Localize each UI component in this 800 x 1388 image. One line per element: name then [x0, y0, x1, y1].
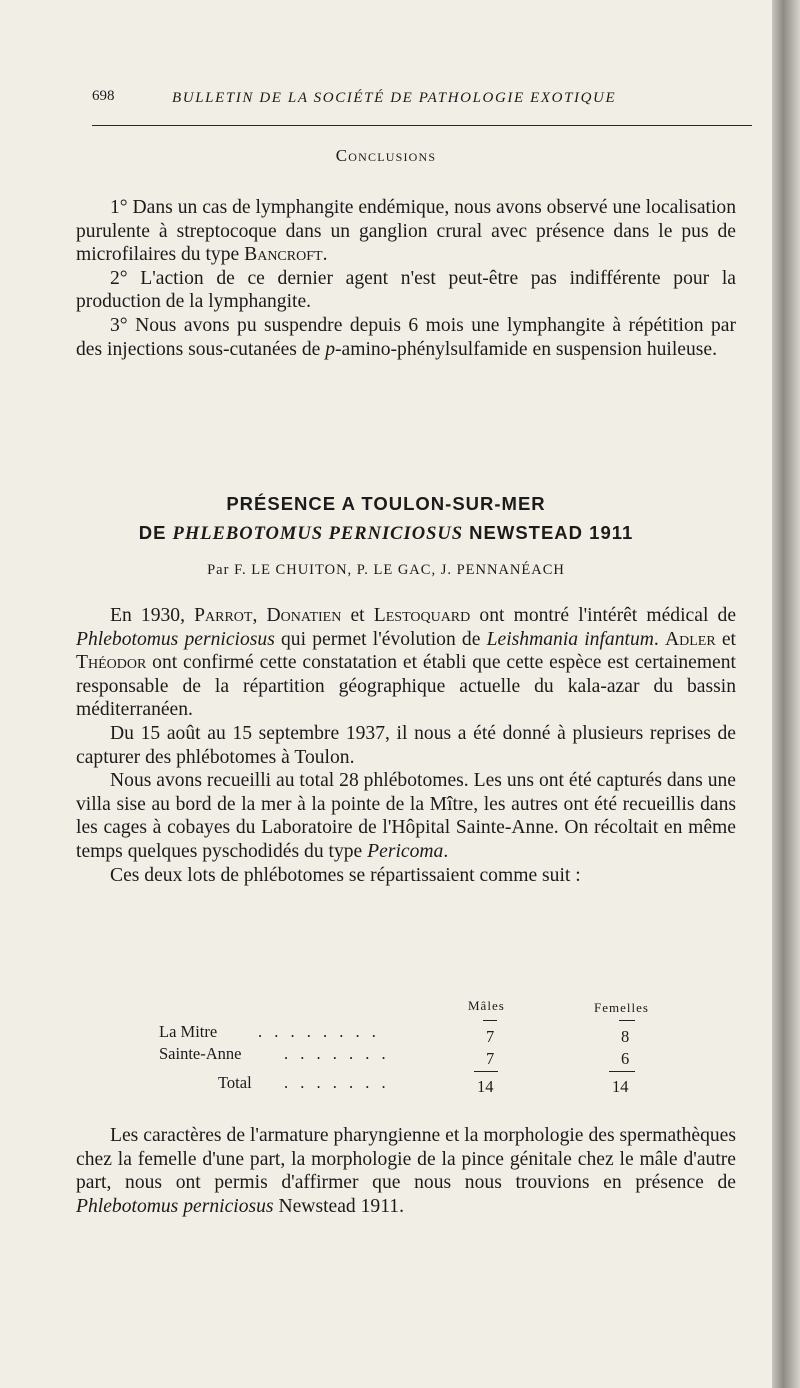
page-number: 698	[92, 88, 115, 104]
column-header-males: Mâles	[468, 998, 505, 1013]
article-title-line-2: DE PHLEBOTOMUS PERNICIOSUS NEWSTEAD 1911	[138, 522, 634, 544]
cell-females: 6	[621, 1049, 630, 1068]
paragraph-5: Les caractères de l'armature pharyngienne et la morphologie des spermathèques chez la femelle d'une part, la morphologie de la pince génitale chez le mâle d'autre part, nous ont permis d'affirmer que nous nous trouvions en présence de Phlebotomus perniciosus Newstead 1911.	[76, 1125, 736, 1217]
conclusion-3: 3° Nous avons pu suspendre depuis 6 mois une lymphangite à répétition par des injections sous-cutanées de p-amino-phénylsulfamide en suspension huileuse.	[76, 314, 736, 360]
page-edge	[772, 0, 800, 1388]
conclusion-2: 2° L'action de ce dernier agent n'est peut-être pas indifférente pour la production de la lymphangite.	[76, 267, 736, 313]
cell-males: 7	[486, 1049, 495, 1068]
cell-females-total: 14	[612, 1077, 629, 1096]
leader-dots: . . . . . . .	[284, 1073, 390, 1092]
authors: Par F. LE CHUITON, P. LE GAC, J. PENNANÉACH	[207, 562, 565, 578]
article-body	[76, 604, 736, 887]
paragraph-1: En 1930, Parrot, Donatien et Lestoquard ont montré l'intérêt médical de Phlebotomus perniciosus qui permet l'évolution de Leishmania infantum. Adler et Théodor ont confirmé cette constatation et établi que cette espèce est certainement responsable de la répartition géographique actuelle du kala-azar du bassin méditerranéen.	[76, 605, 737, 721]
column-header-females: Femelles	[594, 1000, 649, 1015]
cell-males: 7	[486, 1027, 495, 1046]
paragraph-3: Nous avons recueilli au total 28 phlébotomes. Les uns ont été capturés dans une villa sise au bord de la mer à la pointe de la Mître, les autres ont été recueillis dans les cages à cobayes du Laboratoire de l'Hôpital Sainte-Anne. On récoltait en même temps quelques pyschodidés du type Pericoma.	[76, 770, 736, 862]
conclusions-heading: Conclusions	[335, 146, 437, 165]
article-title-line-1: PRÉSENCE A TOULON-SUR-MER	[226, 493, 546, 514]
cell-females: 8	[621, 1027, 630, 1046]
running-header	[92, 84, 752, 110]
running-title: BULLETIN DE LA SOCIÉTÉ DE PATHOLOGIE EXOTIQUE	[172, 90, 617, 106]
leader-dots: . . . . . . .	[284, 1044, 390, 1063]
row-label-total: Total	[218, 1073, 252, 1092]
paragraph-2: Du 15 août au 15 septembre 1937, il nous a été donné à plusieurs reprises de capturer des phlébotomes à Toulon.	[76, 722, 736, 768]
header-rule	[92, 125, 752, 126]
paragraph-4: Ces deux lots de phlébotomes se répartissaient comme suit :	[110, 864, 581, 886]
conclusion-1: 1° Dans un cas de lymphangite endémique, nous avons observé une localisation purulente à streptocoque dans un ganglion crural avec présence dans le pus de microfilaires du type Bancroft.	[76, 197, 736, 266]
closing-paragraph	[76, 1124, 736, 1218]
conclusions-list	[76, 196, 736, 361]
leader-dots: . . . . . . . .	[258, 1022, 380, 1041]
row-label: La Mitre	[159, 1022, 218, 1041]
cell-males-total: 14	[477, 1077, 494, 1096]
row-label: Sainte-Anne	[159, 1044, 242, 1063]
